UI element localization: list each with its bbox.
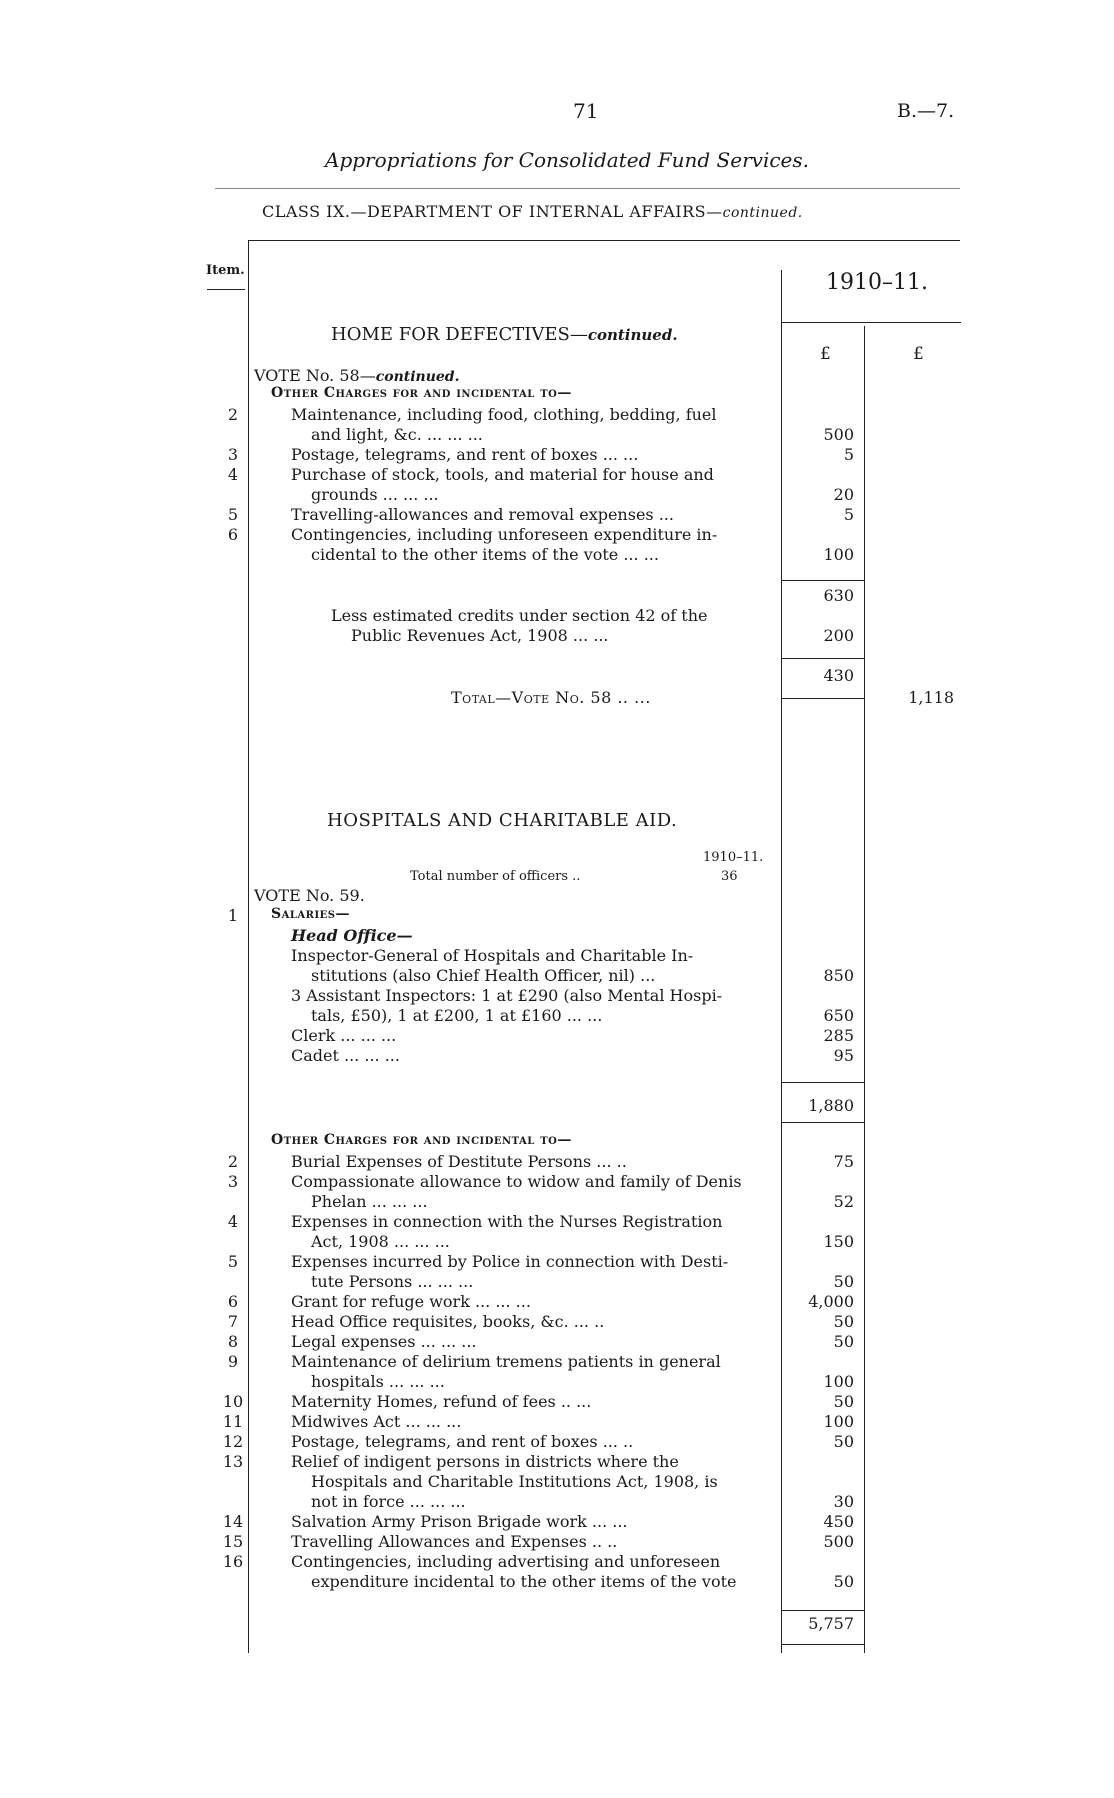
item-column-rule	[248, 240, 249, 1653]
salary-item-text: 3 Assistant Inspectors: 1 at £290 (also Mental Hospi-	[291, 986, 723, 1005]
vote59-item-number: 8	[227, 1332, 239, 1351]
vote59-item-text: Grant for refuge work ... ... ...	[291, 1292, 531, 1311]
other-total-rule	[781, 1610, 865, 1611]
vote58-item-text: cidental to the other items of the vote ... ...	[311, 545, 659, 564]
vote58-item-number: 5	[227, 505, 239, 524]
vote59-item-number: 13	[222, 1452, 244, 1471]
salary-item-amount: 850	[823, 966, 854, 985]
vote59-item-number: 4	[227, 1212, 239, 1231]
vote58-item-amount: 5	[843, 445, 854, 464]
subtotal-rule-58	[781, 580, 865, 581]
vote59-item-text: Head Office requisites, books, &c. ... ..	[291, 1312, 605, 1331]
vote59-item-text: tute Persons ... ... ...	[311, 1272, 474, 1291]
vote58-item-number: 3	[227, 445, 239, 464]
vote59-item-amount: 50	[833, 1432, 854, 1451]
document-reference: B.—7.	[897, 100, 955, 122]
vote59-item-text: Maintenance of delirium tremens patients in general	[291, 1352, 721, 1371]
vote59-item-amount: 100	[823, 1372, 854, 1391]
vote59-item-text: expenditure incidental to the other items of the vote	[311, 1572, 737, 1591]
vote59-item-text: Maternity Homes, refund of fees .. ...	[291, 1392, 592, 1411]
title-rule	[215, 188, 960, 189]
less-credits-line-2: Public Revenues Act, 1908 ... ...	[351, 626, 609, 645]
salary-item-text: stitutions (also Chief Health Officer, nil) ...	[311, 966, 656, 985]
vote58-item-text: Contingencies, including unforeseen expenditure in-	[291, 525, 718, 544]
vote59-item-text: Relief of indigent persons in districts where the	[291, 1452, 679, 1471]
pound-header-2: £	[913, 344, 924, 364]
vote59-item-amount: 100	[823, 1412, 854, 1431]
vote58-item-amount: 500	[823, 425, 854, 444]
vote58-item-number: 6	[227, 525, 239, 544]
vote59-item-text: Act, 1908 ... ... ...	[311, 1232, 450, 1251]
net-rule-58	[781, 658, 865, 659]
vote59-item-text: Travelling Allowances and Expenses .. ..	[291, 1532, 618, 1551]
vote59-item-amount: 50	[833, 1272, 854, 1291]
vote59-item-text: Contingencies, including advertising and unforeseen	[291, 1552, 721, 1571]
class-heading-continued: continued.	[722, 205, 803, 221]
vote59-item-amount: 52	[833, 1192, 854, 1211]
vote59-item-number: 9	[227, 1352, 239, 1371]
vote58-item-amount: 5	[843, 505, 854, 524]
vote59-item-text: hospitals ... ... ...	[311, 1372, 445, 1391]
salary-item-amount: 95	[833, 1046, 854, 1065]
vote58-item-number: 4	[227, 465, 239, 484]
vote59-item-amount: 150	[823, 1232, 854, 1251]
total-rule-58	[781, 698, 865, 699]
vote59-item-amount: 75	[833, 1152, 854, 1171]
vote59-item-number: 15	[222, 1532, 244, 1551]
amount-column-left-rule	[781, 270, 782, 1653]
vote59-item-amount: 50	[833, 1332, 854, 1351]
other-charges-total: 5,757	[808, 1614, 854, 1633]
vote59-item-number: 6	[227, 1292, 239, 1311]
vote59-item-amount: 50	[833, 1392, 854, 1411]
head-office-heading: Head Office—	[291, 926, 413, 945]
salary-item-text: Inspector-General of Hospitals and Charitable In-	[291, 946, 694, 965]
vote59-item-number: 2	[227, 1152, 239, 1171]
item-column-header: Item.	[206, 263, 245, 278]
vote-58-continued: continued.	[375, 369, 460, 385]
vote58-item-text: grounds ... ... ...	[311, 485, 439, 504]
vote59-item-amount: 450	[823, 1512, 854, 1531]
vote59-item-text: Phelan ... ... ...	[311, 1192, 428, 1211]
page-number: 71	[573, 99, 599, 123]
other-total-underline	[781, 1644, 865, 1645]
vote59-item-number: 7	[227, 1312, 239, 1331]
vote58-item-number: 2	[227, 405, 239, 424]
other-charges-heading-58: Other Charges for and incidental to—	[271, 385, 572, 401]
vote59-item-text: Compassionate allowance to widow and family of Denis	[291, 1172, 742, 1191]
vote59-item-number: 10	[222, 1392, 244, 1411]
pound-header-1: £	[820, 344, 831, 364]
less-credits-amount: 200	[823, 626, 854, 645]
vote59-item-text: Hospitals and Charitable Institutions Act, 1908, is	[311, 1472, 718, 1491]
year-column-header: 1910–11.	[826, 270, 928, 295]
table-top-rule	[248, 240, 960, 241]
vote59-item-text: Postage, telegrams, and rent of boxes ... ..	[291, 1432, 634, 1451]
net-58: 430	[823, 666, 854, 685]
vote59-item-text: Salvation Army Prison Brigade work ... ...	[291, 1512, 628, 1531]
vote-58-text: VOTE No. 58—	[254, 366, 376, 385]
vote59-item-amount: 50	[833, 1572, 854, 1591]
vote58-item-text: Travelling-allowances and removal expenses ...	[291, 505, 674, 524]
section-heading-text: HOME FOR DEFECTIVES—	[331, 324, 588, 345]
total-vote-58-amount: 1,118	[908, 688, 954, 707]
total-vote-58-label: Total—Vote No. 58 .. ...	[451, 688, 651, 707]
salaries-heading: Salaries—	[271, 906, 350, 922]
salaries-total-rule	[781, 1082, 865, 1083]
subtotal-58: 630	[823, 586, 854, 605]
page-title: Appropriations for Consolidated Fund Services.	[325, 148, 810, 172]
vote59-item-text: not in force ... ... ...	[311, 1492, 466, 1511]
officers-year: 1910–11.	[703, 850, 764, 865]
vote58-item-amount: 20	[833, 485, 854, 504]
vote59-item-number: 3	[227, 1172, 239, 1191]
vote-59-label: VOTE No. 59.	[254, 886, 365, 905]
vote59-item-text: Midwives Act ... ... ...	[291, 1412, 462, 1431]
class-heading	[262, 202, 803, 221]
vote59-item-number: 11	[222, 1412, 244, 1431]
vote59-item-text: Burial Expenses of Destitute Persons ... ..	[291, 1152, 627, 1171]
amount-column-mid-rule	[864, 326, 865, 1653]
vote59-item-amount: 50	[833, 1312, 854, 1331]
vote58-item-text: Purchase of stock, tools, and material for house and	[291, 465, 714, 484]
year-header-underline	[781, 322, 961, 323]
vote59-item-number: 14	[222, 1512, 244, 1531]
vote59-item-text: Expenses in connection with the Nurses Registration	[291, 1212, 723, 1231]
vote58-item-text: Maintenance, including food, clothing, bedding, fuel	[291, 405, 717, 424]
section-heading-home-for-defectives	[331, 324, 678, 345]
other-charges-heading-59: Other Charges for and incidental to—	[271, 1132, 572, 1148]
vote58-item-amount: 100	[823, 545, 854, 564]
officers-count: 36	[721, 869, 738, 884]
salary-item-text: Cadet ... ... ...	[291, 1046, 400, 1065]
salaries-total-underline	[781, 1122, 865, 1123]
section-heading-hospitals: HOSPITALS AND CHARITABLE AID.	[327, 810, 678, 831]
salary-item-text: Clerk ... ... ...	[291, 1026, 397, 1045]
item-header-underline	[207, 289, 245, 290]
vote59-item-text: Legal expenses ... ... ...	[291, 1332, 477, 1351]
vote59-item-amount: 4,000	[808, 1292, 854, 1311]
salaries-item-number: 1	[227, 906, 239, 925]
vote59-item-amount: 30	[833, 1492, 854, 1511]
vote-58-label	[254, 366, 459, 387]
salary-item-amount: 650	[823, 1006, 854, 1025]
vote58-item-text: Postage, telegrams, and rent of boxes ... ...	[291, 445, 639, 464]
vote59-item-text: Expenses incurred by Police in connection with Desti-	[291, 1252, 729, 1271]
vote59-item-number: 16	[222, 1552, 244, 1571]
vote59-item-amount: 500	[823, 1532, 854, 1551]
section-heading-continued: continued.	[587, 326, 678, 344]
officers-label: Total number of officers ..	[410, 869, 581, 884]
class-heading-main: CLASS IX.—DEPARTMENT OF INTERNAL AFFAIRS—	[262, 202, 723, 221]
salaries-total: 1,880	[808, 1096, 854, 1115]
salary-item-text: tals, £50), 1 at £200, 1 at £160 ... ...	[311, 1006, 603, 1025]
vote59-item-number: 5	[227, 1252, 239, 1271]
vote58-item-text: and light, &c. ... ... ...	[311, 425, 483, 444]
less-credits-line-1: Less estimated credits under section 42 of the	[331, 606, 708, 625]
vote59-item-number: 12	[222, 1432, 244, 1451]
salary-item-amount: 285	[823, 1026, 854, 1045]
